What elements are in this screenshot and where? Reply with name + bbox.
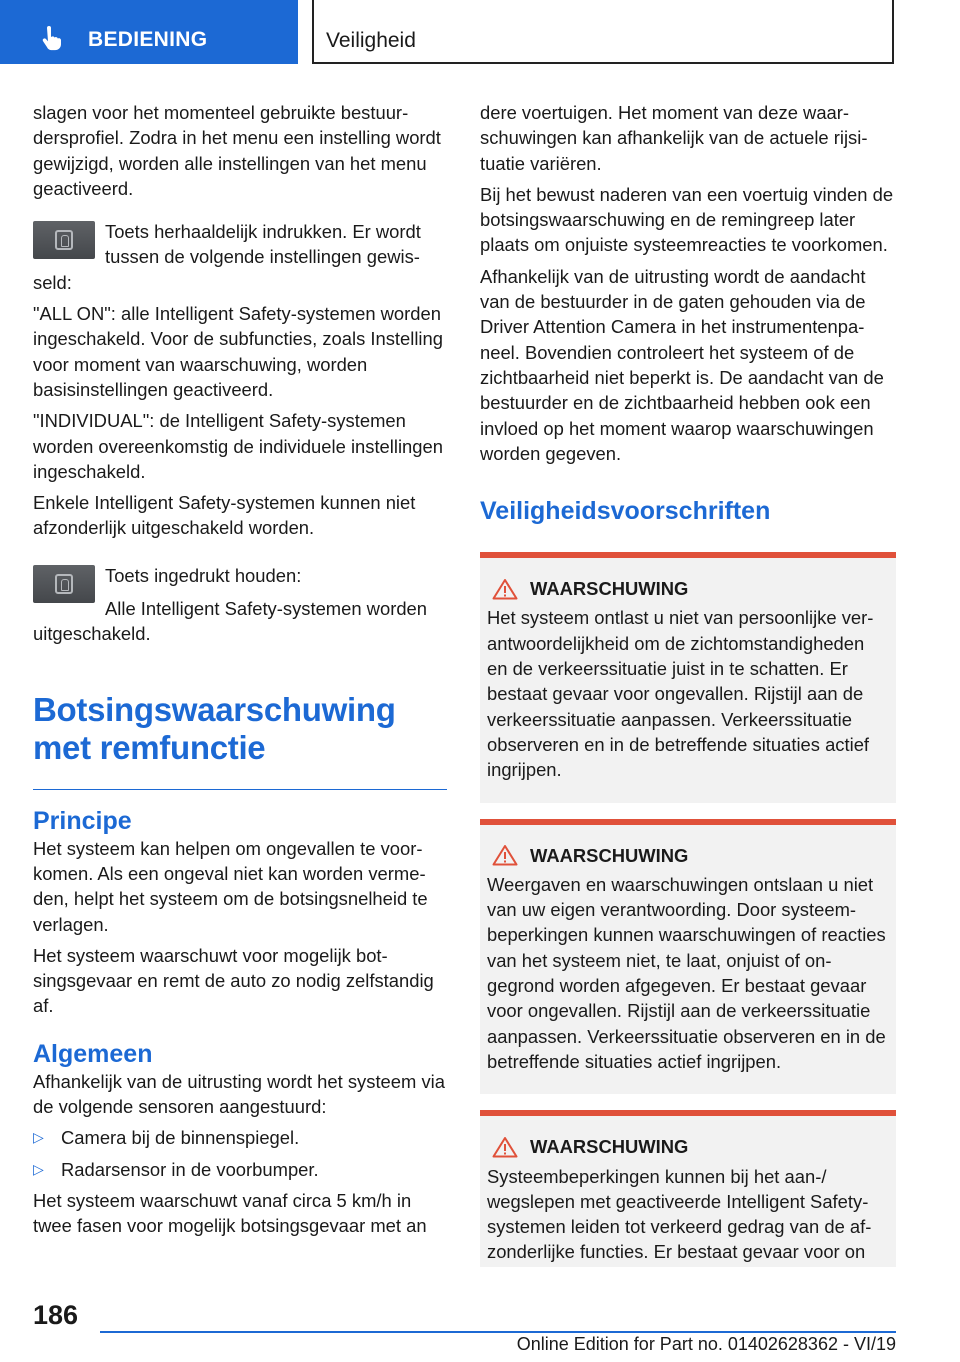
paragraph: Alle Intelligent Safety-systemen worden uitgeschakeld. <box>33 598 427 645</box>
warning-box <box>480 1110 896 1266</box>
warning-body: Weergaven en waarschuwingen ontslaan u niet van uw eigen verantwoording. Door systeembeperkingen kunnen waarschuwingen of reacties van het systeem niet, te laat, onjuist of ongegrond worden afgegeven. Er bestaat gevaar voor ongevallen. Rijstijl aan de verkeerssituatie aanpassen. Verkeerssituatie observeren en in de betreffende situaties actief ingrijpen. <box>487 873 886 1072</box>
safety-button-icon <box>33 565 95 603</box>
footer-divider <box>100 1331 896 1333</box>
chapter-heading: Botsingswaarschuwing met remfunctie <box>33 691 447 790</box>
warning-box <box>480 819 896 1095</box>
list-item-text: Radarsensor in de voorbumper. <box>61 1158 319 1180</box>
paragraph: Toets herhaaldelijk indrukken. Er wordt tussen de volgende instellingen gewisseld: <box>33 221 421 293</box>
triangle-bullet-icon: ▷ <box>33 1129 44 1146</box>
page-number: 186 <box>33 1300 79 1330</box>
edition-info: Online Edition for Part no. 01402628362 - VI/19 <box>516 1334 896 1354</box>
paragraph: Het systeem kan helpen om ongevallen te voorkomen. Als een ongeval niet kan worden vermeden, helpt het systeem om de botsingsnelheid te verlagen. <box>33 837 428 935</box>
paragraph: Enkele Intelligent Safety-systemen kunnen niet afzonderlijk uitgeschakeld worden. <box>33 492 416 539</box>
section-tab-label: BEDIENING <box>88 28 208 51</box>
safety-button-icon <box>33 221 95 259</box>
paragraph: "INDIVIDUAL": de Intelligent Safety-systemen worden overeenkomstig de individuele instellingen ingeschakeld. <box>33 410 443 482</box>
list-item-text: Camera bij de binnenspiegel. <box>61 1127 300 1149</box>
button-instruction <box>33 219 447 295</box>
section-tab <box>0 0 298 64</box>
button-instruction <box>33 563 447 647</box>
warning-triangle-icon <box>492 1136 518 1158</box>
warning-triangle-icon <box>492 578 518 600</box>
paragraph: Het systeem waarschuwt voor mogelijk botsingsgevaar en remt de auto zo nodig zelfstandig af. <box>33 944 434 1017</box>
paragraph: dere voertuigen. Het moment van deze waarschuwingen kan afhankelijk van de actuele rijsituatie variëren. <box>480 102 868 174</box>
paragraph: Afhankelijk van de uitrusting wordt de aandacht van de bestuurder in de gaten gehouden via de Driver Attention Camera in het instrumentenpaneel. Bovendien controleert het systeem of de zichtbaarheid niet beperkt is. De aandacht van de bestuurder en de zichtbaarheid hebben ook een invloed op het moment waarop waarschuwingen worden gegeven. <box>480 265 884 464</box>
subheading-algemeen: Algemeen <box>33 1039 153 1068</box>
warning-title-text: WAARSCHUWING <box>530 844 689 866</box>
paragraph: Bij het bewust naderen van een voertuig vinden de botsingswaarschuwing en de remingreep later plaats om onjuiste systeemreacties te voorkomen. <box>480 183 894 256</box>
paragraph: Afhankelijk van de uitrusting wordt het systeem via de volgende sensoren aangestuurd: <box>33 1070 445 1118</box>
warning-title <box>487 1134 888 1159</box>
list-item <box>33 1157 447 1182</box>
section-header <box>312 0 894 64</box>
right-column <box>480 100 896 1283</box>
warning-body: Systeembeperkingen kunnen bij het aan-/ wegslepen met geactiveerde Intelligent Safety-systemen leiden tot verkeerd gedrag van de afzonderlijke functies. Er bestaat gevaar voor on <box>487 1165 872 1263</box>
warning-title-text: WAARSCHUWING <box>530 578 689 600</box>
warning-triangle-icon <box>492 844 518 866</box>
paragraph: slagen voor het momenteel gebruikte bestuurdersprofiel. Zodra in het menu een instelling wordt gewijzigd, worden alle instellingen van het menu geactiveerd. <box>33 102 441 199</box>
triangle-bullet-icon: ▷ <box>33 1160 44 1177</box>
paragraph: Het systeem waarschuwt vanaf circa 5 km/h in twee fasen voor mogelijk botsingsgevaar met an <box>33 1189 427 1237</box>
section-heading: Veiligheidsvoorschriften <box>480 497 771 526</box>
list-item <box>33 1125 447 1150</box>
warning-title <box>487 843 888 868</box>
paragraph: Toets ingedrukt houden: <box>105 564 302 586</box>
subheading-principe: Principe <box>33 806 132 835</box>
paragraph: "ALL ON": alle Intelligent Safety-systemen worden ingeschakeld. Voor de subfuncties, zoals Instelling voor moment van waarschuwing, worden basisinstellingen geactiveerd. <box>33 303 443 400</box>
warning-title-text: WAARSCHUWING <box>530 1136 689 1158</box>
section-title: Veiligheid <box>326 29 416 52</box>
warning-title <box>487 576 888 601</box>
warning-body: Het systeem ontlast u niet van persoonlijke verantwoordelijkheid om de zichtomstandigheden en de verkeerssituatie juist in te schatten. Er bestaat gevaar voor ongevallen. Rijstijl aan de verkeerssituatie aanpassen. Verkeerssituatie observeren en in de betreffende situaties actief ingrijpen. <box>487 607 874 781</box>
hand-pointer-icon <box>40 26 64 52</box>
left-column <box>33 100 447 1245</box>
warning-box <box>480 552 896 802</box>
